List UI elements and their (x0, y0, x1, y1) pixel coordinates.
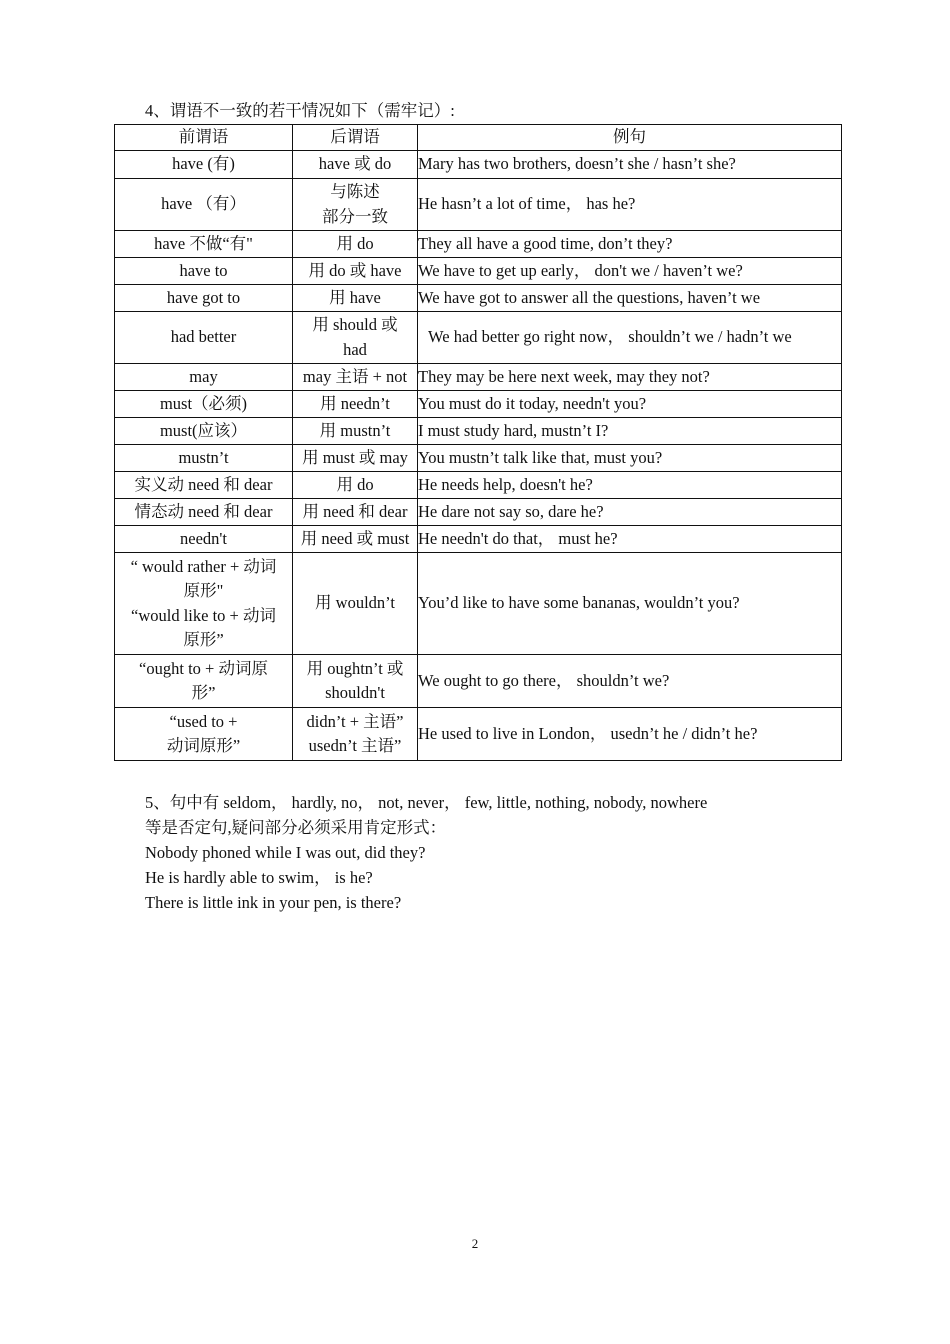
pre-predicate-cell (115, 708, 293, 761)
cell-line: 用 do (336, 233, 374, 253)
post-predicate-cell (293, 312, 418, 364)
pre-predicate-cell (115, 258, 293, 285)
cell-line: had better (170, 327, 237, 347)
example-cell: They may be here next week, may they not? (418, 364, 842, 391)
example-cell: He used to live in London， usedn’t he / didn’t he? (418, 708, 842, 761)
cell-line: 用 oughtn’t 或 (306, 658, 404, 678)
pre-predicate-cell (115, 499, 293, 526)
post-predicate-cell (293, 151, 418, 179)
post-predicate-cell (293, 391, 418, 418)
post-predicate-cell (293, 258, 418, 285)
cell-line: 用 wouldn’t (315, 593, 395, 613)
post-predicate-cell (293, 499, 418, 526)
example-cell (418, 312, 842, 364)
table-row (115, 258, 842, 285)
cell-line: have got to (166, 287, 241, 307)
table-row (115, 553, 842, 655)
cell-line: “would like to + 动词 (131, 605, 276, 625)
example-cell: You mustn’t talk like that, must you? (418, 445, 842, 472)
post-predicate-cell (293, 231, 418, 258)
example-cell: You must do it today, needn't you? (418, 391, 842, 418)
post-predicate-cell (293, 526, 418, 553)
table-row (115, 708, 842, 761)
cell-line: 用 need 和 dear (302, 501, 408, 521)
example-cell: We have got to answer all the questions, haven’t we (418, 285, 842, 312)
table-row (115, 472, 842, 499)
cell-line: may 主语 + not (302, 366, 408, 386)
pre-predicate-cell (115, 285, 293, 312)
pre-predicate-cell (115, 312, 293, 364)
table-row (115, 391, 842, 418)
example-cell: He needs help, doesn't he? (418, 472, 842, 499)
section-5 (145, 790, 707, 915)
cell-line: 原形" (183, 581, 224, 600)
cell-line: “used to + (169, 711, 238, 731)
example-cell: We have to get up early， don't we / haven’t we? (418, 258, 842, 285)
example-sentence: There is little ink in your pen, is there? (145, 893, 402, 912)
post-predicate-cell (293, 445, 418, 472)
cell-line: must（必须) (159, 393, 248, 413)
example-cell: You’d like to have some bananas, wouldn’t you? (418, 553, 842, 655)
post-predicate-cell (293, 418, 418, 445)
example-sentence: He is hardly able to swim， is he? (145, 868, 373, 887)
post-predicate-cell (293, 179, 418, 231)
cell-line: 实义动 need 和 dear (134, 474, 273, 494)
cell-line: must(应该） (159, 420, 248, 440)
predicate-table (114, 124, 842, 761)
pre-predicate-cell (115, 526, 293, 553)
section-4-heading: 4、谓语不一致的若干情况如下（需牢记）: (145, 101, 455, 120)
cell-line: have 或 do (318, 154, 392, 174)
cell-line: 用 do (336, 474, 374, 494)
pre-predicate-cell (115, 418, 293, 445)
pre-predicate-cell (115, 391, 293, 418)
pre-predicate-cell (115, 655, 293, 708)
cell-line: have to (179, 260, 228, 280)
cell-line: 用 should 或 (312, 315, 398, 334)
pre-predicate-cell (115, 179, 293, 231)
pre-predicate-cell (115, 364, 293, 391)
cell-line: 用 needn’t (320, 393, 390, 413)
table-header-row (115, 125, 842, 151)
example-cell: He hasn’t a lot of time， has he? (418, 179, 842, 231)
example-cell: They all have a good time, don’t they? (418, 231, 842, 258)
cell-line: mustn’t (178, 447, 229, 467)
post-predicate-cell (293, 553, 418, 655)
cell-line: 原形” (183, 630, 224, 649)
cell-line: didn’t + 主语” (306, 711, 404, 731)
cell-line: 形” (191, 683, 216, 702)
pre-predicate-cell (115, 445, 293, 472)
table-row (115, 312, 842, 364)
table-row (115, 655, 842, 708)
example-cell: He needn't do that， must he? (418, 526, 842, 553)
pre-predicate-cell (115, 231, 293, 258)
example-cell: He dare not say so, dare he? (418, 499, 842, 526)
table-row (115, 418, 842, 445)
table-row (115, 499, 842, 526)
section-5-line: 5、句中有 seldom， hardly, no， not, never， few, little, nothing, nobody, nowhere (145, 793, 708, 812)
post-predicate-cell (293, 472, 418, 499)
table-row (115, 364, 842, 391)
post-predicate-cell (293, 364, 418, 391)
cell-line: 用 have (329, 287, 381, 307)
cell-line: 与陈述 (330, 182, 380, 201)
cell-line: 情态动 need 和 dear (134, 501, 273, 521)
header-example: 例句 (418, 125, 842, 151)
example-cell: Mary has two brothers, doesn’t she / hasn’t she? (418, 151, 842, 179)
cell-line: “ought to + 动词原 (139, 658, 268, 678)
cell-line: have (有) (172, 154, 235, 174)
cell-line: We had better go right now， shouldn’t we / hadn’t we (428, 327, 792, 347)
cell-line: “ would rather + 动词 (130, 556, 277, 576)
example-cell: I must study hard, mustn’t I? (418, 418, 842, 445)
post-predicate-cell (293, 285, 418, 312)
cell-line: had (343, 339, 367, 359)
cell-line: 动词原形” (166, 736, 241, 755)
pre-predicate-cell (115, 151, 293, 179)
header-pre-predicate: 前谓语 (115, 125, 293, 151)
section-5-line: 等是否定句,疑问部分必须采用肯定形式： (145, 818, 447, 837)
table-row (115, 285, 842, 312)
cell-line: 用 must 或 may (302, 447, 408, 467)
cell-line: shouldn't (325, 683, 385, 702)
header-post-predicate: 后谓语 (293, 125, 418, 151)
cell-line: needn't (180, 528, 227, 548)
cell-line: may (189, 366, 218, 386)
cell-line: 用 do 或 have (308, 260, 402, 280)
page-number: 2 (471, 1236, 479, 1251)
table-row (115, 179, 842, 231)
example-sentence: Nobody phoned while I was out, did they? (145, 843, 426, 862)
cell-line: have 不做“有" (154, 233, 253, 253)
post-predicate-cell (293, 708, 418, 761)
cell-line: usedn’t 主语” (308, 736, 402, 755)
post-predicate-cell (293, 655, 418, 708)
cell-line: 用 need 或 must (300, 528, 410, 548)
table-row (115, 445, 842, 472)
pre-predicate-cell (115, 472, 293, 499)
example-cell: We ought to go there， shouldn’t we? (418, 655, 842, 708)
table-row (115, 526, 842, 553)
cell-line: 部分一致 (322, 206, 388, 226)
table-row (115, 151, 842, 179)
pre-predicate-cell (115, 553, 293, 655)
table-row (115, 231, 842, 258)
cell-line: have （有） (161, 194, 246, 214)
cell-line: 用 mustn’t (319, 420, 391, 440)
